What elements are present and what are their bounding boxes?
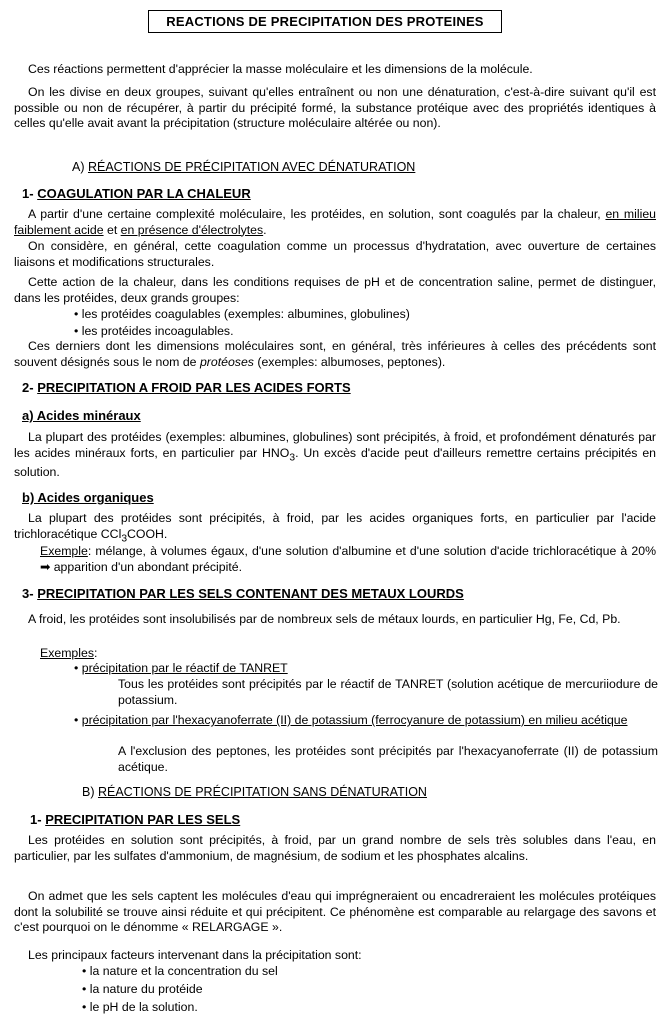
heading-title: PRECIPITATION A FROID PAR LES ACIDES FORTS [37, 380, 351, 395]
sels-paragraph-3: Les principaux facteurs intervenant dans la précipitation sont: [28, 948, 362, 962]
list-item: • la nature du protéide [82, 982, 203, 996]
underlined-text: en milieu [605, 207, 657, 221]
subscript: 3 [289, 451, 296, 463]
acides-organiques-paragraph [14, 511, 656, 546]
subheading-acides-mineraux [22, 408, 141, 423]
example-1-detail: Tous les protéides sont précipités par le réactif de TANRET (solution acétique de mercuriiodure de potassium. [118, 677, 658, 707]
text-run: La plupart des protéides (exemples: albumines, globulines) sont précipités, à froid, et profondément dénaturés par les acides minéraux forts, en particulier par HNO [14, 430, 656, 460]
sels-paragraph-2: On admet que les sels captent les molécules d'eau qui imprégneraient ou encadreraient les molécules protéiques dont la solubilité se trouve ainsi réduite et qui précipitent. Ce phénomène est comparable au relargage des savons et c'est pourquoi on le dénomme « RELARGAGE ». [14, 889, 656, 934]
section-a-prefix: A) [72, 160, 85, 174]
example-text: : mélange, à volumes égaux, d'une solution d'albumine et d'une solution d'acide trichloracétique à 20% ➡ apparition d'un abondant précipité. [40, 544, 656, 574]
intro-paragraph-2: On les divise en deux groupes, suivant qu'elles entraînent ou non une dénaturation, c'est-à-dire suivant qu'il est possible ou non de récupérer, à partir du précipité formé, la substance protéique avec des propriétés identiques à celles qu'elle avait avant la précipitation (structure moléculaire altérée ou non). [14, 85, 656, 130]
underlined-text: faiblement acide [14, 222, 104, 237]
list-item: • les protéides coagulables (exemples: albumines, globulines) [74, 307, 410, 321]
list-item-text: précipitation par le réactif de TANRET [81, 661, 288, 675]
list-item: • la nature et la concentration du sel [82, 964, 278, 978]
heading-number: 1- [30, 812, 42, 827]
section-b-heading [82, 785, 427, 799]
coagulation-paragraph-1 [14, 207, 656, 238]
heading-sels [30, 812, 240, 827]
section-b-prefix: B) [82, 785, 95, 799]
heading-metaux-lourds [22, 586, 464, 601]
subheading-acides-organiques [22, 490, 154, 505]
heading-title: COAGULATION PAR LA CHALEUR [37, 186, 251, 201]
text-run: : [94, 646, 98, 660]
section-a-title: RÉACTIONS DE PRÉCIPITATION AVEC DÉNATURATION [87, 160, 416, 174]
heading-acides-forts [22, 380, 351, 395]
list-item: • le pH de la solution. [82, 1000, 198, 1014]
text-run: La plupart des protéides sont précipités, à froid, par les acides organiques forts, en particulier par l'acide trichloracétique CCl [14, 511, 656, 541]
subheading-text: a) Acides minéraux [22, 408, 141, 423]
metaux-lourds-examples-label [40, 646, 340, 662]
subheading-text: b) Acides organiques [22, 490, 154, 505]
text-run: . [263, 222, 267, 237]
example-label: Exemple [40, 544, 88, 558]
text-run: (exemples: albumoses, peptones). [253, 354, 446, 369]
metaux-lourds-paragraph: A froid, les protéides sont insolubilisés par de nombreux sels de métaux lourds, en particulier Hg, Fe, Cd, Pb. [28, 612, 621, 626]
list-item-text: la nature et la concentration du sel [89, 964, 278, 978]
list-item-text: les protéides coagulables (exemples: albumines, globulines) [81, 307, 410, 321]
example-2-detail: A l'exclusion des peptones, les protéides sont précipités par l'hexacyanoferrate (II) de potassium acétique. [118, 744, 658, 774]
section-b-title: RÉACTIONS DE PRÉCIPITATION SANS DÉNATURATION [97, 785, 427, 799]
emphasis-text: protéoses [199, 354, 254, 369]
acides-organiques-example [40, 544, 656, 575]
underlined-text: en présence d'électrolytes [120, 222, 264, 237]
heading-number: 2- [22, 380, 34, 395]
text-run: Ces derniers dont les dimensions moléculaires sont, en général, très inférieures à celles des précédents sont souvent désignés sous le nom de [14, 339, 656, 369]
coagulation-paragraph-3: Cette action de la chaleur, dans les conditions requises de pH et de concentration saline, permet de distinguer, dans les protéides, deux grands groupes: [14, 275, 656, 305]
heading-title: PRECIPITATION PAR LES SELS [45, 812, 241, 827]
list-item: • les protéides incoagulables. [74, 324, 234, 338]
heading-coagulation [22, 186, 251, 201]
list-item: • précipitation par l'hexacyanoferrate (II) de potassium (ferrocyanure de potassium) en milieu acétique [74, 713, 628, 727]
heading-number: 3- [22, 586, 34, 601]
sels-paragraph-1: Les protéides en solution sont précipités, à froid, par un grand nombre de sels très solubles dans l'eau, en particulier, par les sulfates d'ammonium, de magnésium, de sodium et les phosphates alcalins. [14, 833, 656, 863]
document-title: REACTIONS DE PRECIPITATION DES PROTEINES [148, 10, 502, 33]
list-item-text: le pH de la solution. [89, 1000, 198, 1014]
section-a-heading [72, 160, 415, 174]
text-run: A partir d'une certaine complexité moléculaire, les protéides, en solution, sont coagulés par la chaleur, [28, 207, 606, 221]
text-run: COOH. [127, 526, 168, 541]
intro-paragraph-1: Ces réactions permettent d'apprécier la masse moléculaire et les dimensions de la molécule. [28, 62, 533, 76]
list-item: • précipitation par le réactif de TANRET [74, 661, 288, 675]
coagulation-paragraph-2: On considère, en général, cette coagulation comme un processus d'hydratation, avec ouverture de certaines liaisons et modifications structurales. [14, 239, 656, 269]
list-item-text: les protéides incoagulables. [81, 324, 234, 338]
list-item-text: la nature du protéide [89, 982, 203, 996]
text-run: . Un excès d'acide peut d'ailleurs remettre certains précipités en solution. [14, 445, 656, 480]
coagulation-paragraph-4 [14, 339, 656, 370]
list-item-text: précipitation par l'hexacyanoferrate (II) de potassium (ferrocyanure de potassium) en milieu acétique [81, 713, 628, 727]
heading-number: 1- [22, 186, 34, 201]
examples-label: Exemples [40, 646, 94, 660]
heading-title: PRECIPITATION PAR LES SELS CONTENANT DES METAUX LOURDS [37, 586, 464, 601]
text-run: et [103, 222, 121, 237]
subscript: 3 [121, 532, 128, 544]
acides-mineraux-paragraph [14, 430, 656, 481]
